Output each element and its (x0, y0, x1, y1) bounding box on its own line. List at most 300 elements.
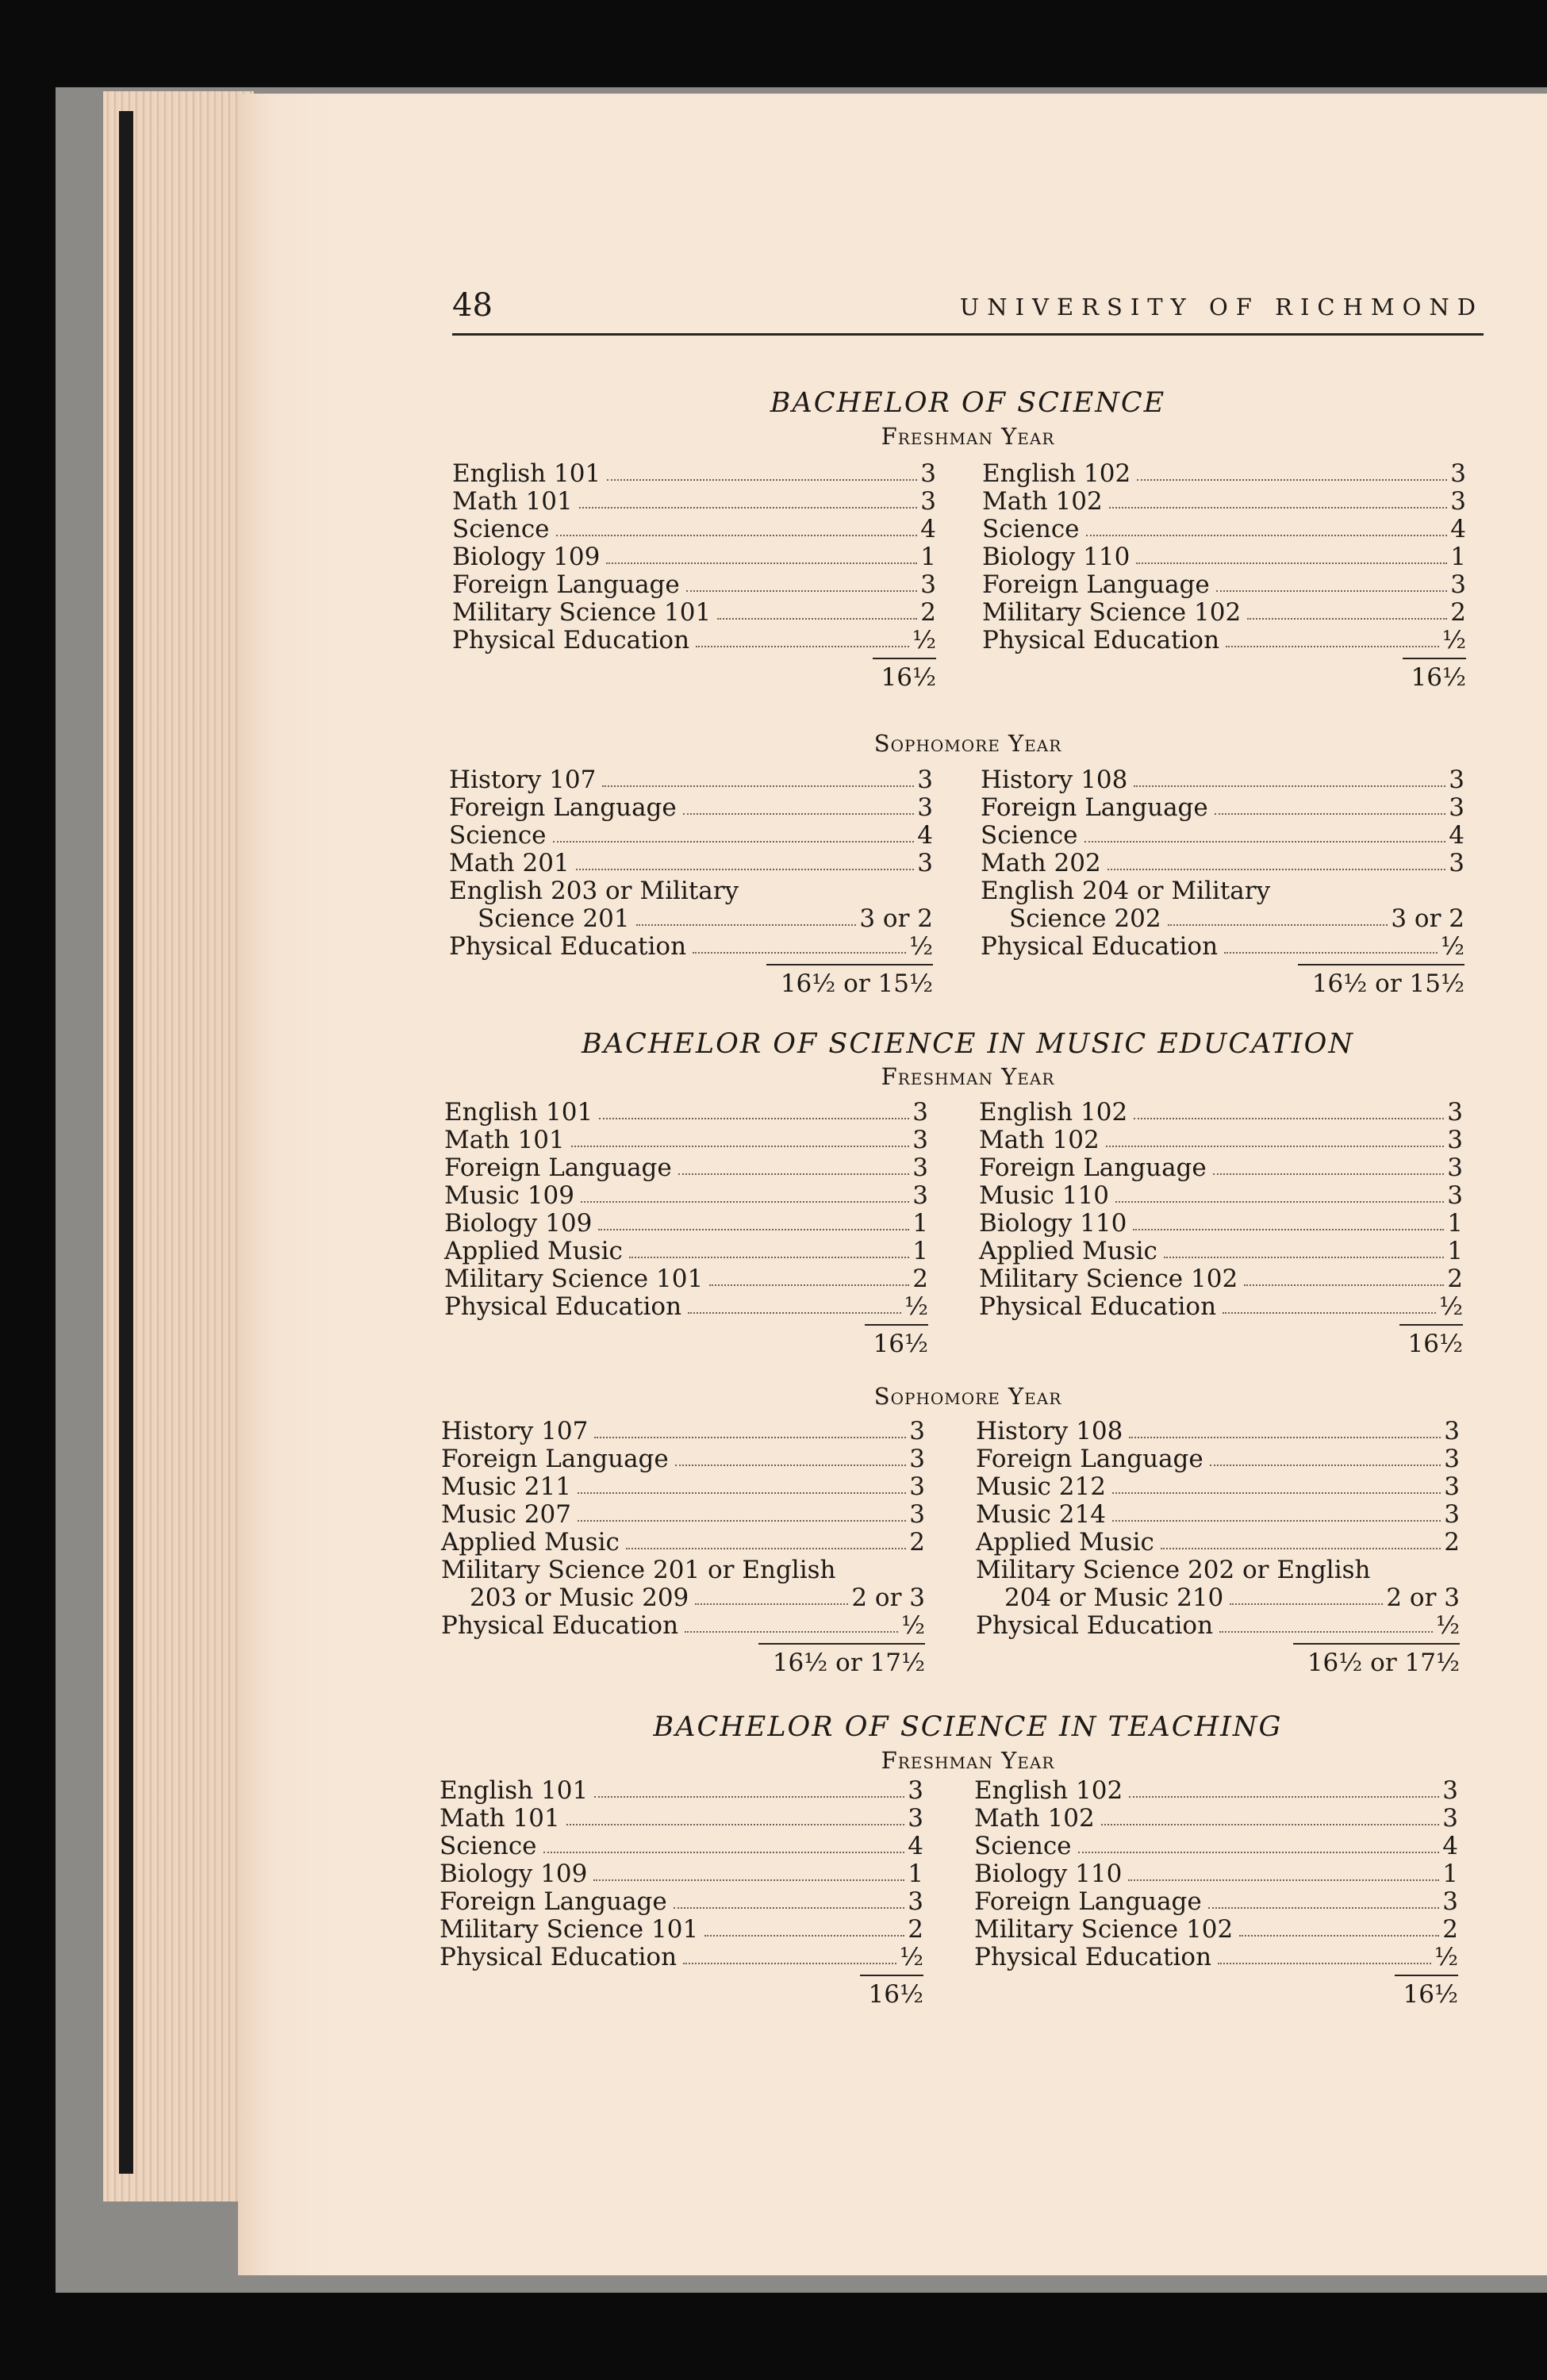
course-row (981, 905, 1464, 933)
total-hours: 16½ (873, 658, 936, 693)
course-name: Military Science 102 (982, 598, 1242, 627)
credit-hours: 4 (908, 1832, 923, 1860)
course-name: Physical Education (444, 1292, 682, 1321)
course-name: Physical Education (441, 1611, 679, 1640)
credit-hours: 3 (1442, 1887, 1458, 1916)
credit-hours: 3 (908, 1776, 923, 1805)
dot-leader (1208, 1906, 1440, 1909)
dot-leader (693, 951, 906, 954)
credit-hours: ½ (1438, 1292, 1463, 1321)
dot-leader (543, 1851, 905, 1853)
dot-leader (683, 812, 915, 815)
dot-leader (1247, 617, 1447, 620)
course-row (976, 1584, 1460, 1612)
course-name: Music 207 (441, 1500, 571, 1529)
course-row (444, 1238, 928, 1265)
credit-hours: 3 (917, 849, 933, 877)
course-row (976, 1529, 1460, 1557)
course-name: Science (449, 821, 547, 850)
credit-hours: 2 (1444, 1528, 1460, 1557)
dot-leader (1112, 1491, 1441, 1494)
credit-hours: 3 (917, 793, 933, 822)
course-name: Math 101 (444, 1126, 565, 1154)
dot-leader (1230, 1603, 1383, 1605)
total-hours: 16½ or 15½ (1298, 964, 1464, 999)
credit-hours: ½ (1440, 932, 1464, 961)
credit-hours: ½ (904, 1292, 928, 1321)
dot-leader (674, 1906, 905, 1909)
course-name: Biology 109 (452, 543, 601, 571)
course-row (974, 1916, 1458, 1944)
credit-hours: 3 (920, 459, 936, 488)
course-column (974, 1777, 1458, 2010)
course-row (979, 1210, 1463, 1238)
dot-leader (556, 534, 918, 536)
credit-hours: ½ (1435, 1611, 1460, 1640)
course-name: Science (974, 1832, 1072, 1860)
total-hours: 16½ or 17½ (758, 1643, 925, 1678)
dot-leader (695, 1603, 848, 1605)
dot-leader (594, 1795, 904, 1798)
course-row (440, 1944, 923, 1971)
credit-hours: 1 (1447, 1209, 1463, 1238)
degree-title-bs: BACHELOR OF SCIENCE (770, 387, 1166, 419)
credit-hours: 1 (912, 1237, 928, 1265)
credit-hours: 2 or 3 (1386, 1583, 1460, 1612)
course-column (441, 1418, 925, 1678)
course-row (444, 1265, 928, 1293)
course-row (976, 1501, 1460, 1529)
course-name: Applied Music (976, 1528, 1154, 1557)
dot-leader (678, 1173, 910, 1175)
course-row (441, 1584, 925, 1612)
dot-leader (1109, 506, 1448, 509)
dot-leader (1107, 868, 1446, 870)
course-name: Military Science 101 (444, 1265, 704, 1293)
dot-leader (704, 1934, 904, 1937)
course-row (979, 1182, 1463, 1210)
credit-hours: 3 (1450, 459, 1466, 488)
course-row (982, 460, 1466, 488)
course-row (440, 1805, 923, 1833)
course-row (974, 1860, 1458, 1888)
course-row (452, 571, 936, 599)
credit-hours: 3 (908, 1804, 923, 1833)
dot-leader (1136, 562, 1447, 564)
credit-hours: 3 (912, 1098, 928, 1127)
course-row (444, 1127, 928, 1154)
course-row (440, 1777, 923, 1805)
dot-leader (579, 506, 918, 509)
course-name: Science 201 (478, 904, 630, 933)
dot-leader (1134, 1117, 1444, 1119)
dot-leader (696, 645, 909, 647)
dot-leader (675, 1464, 907, 1466)
course-row (981, 766, 1464, 794)
page-number: 48 (452, 287, 493, 324)
total-hours: 16½ (1395, 1975, 1458, 2010)
dot-leader (1101, 1823, 1440, 1825)
course-row (441, 1418, 925, 1445)
degree-title-bsme: BACHELOR OF SCIENCE IN MUSIC EDUCATION (582, 1028, 1354, 1060)
dot-leader (688, 1311, 901, 1314)
course-row (441, 1473, 925, 1501)
dot-leader (626, 1547, 906, 1549)
course-column (444, 1099, 928, 1359)
credit-hours: 3 (1447, 1126, 1463, 1154)
dot-leader (1161, 1547, 1441, 1549)
course-name: English 101 (444, 1098, 593, 1127)
course-name: Math 102 (974, 1804, 1095, 1833)
year-title-bs-freshman: Freshman Year (881, 423, 1055, 450)
course-row (444, 1182, 928, 1210)
dot-leader (1244, 1284, 1444, 1286)
credit-hours: 1 (1450, 543, 1466, 571)
credit-hours: 3 (909, 1417, 925, 1445)
course-row (440, 1916, 923, 1944)
course-row (441, 1529, 925, 1557)
course-row (979, 1293, 1463, 1321)
course-name: Science (440, 1832, 537, 1860)
credit-hours: 3 (920, 487, 936, 516)
course-name: Applied Music (444, 1237, 623, 1265)
credit-hours: 4 (1450, 515, 1466, 543)
course-row (441, 1557, 925, 1584)
course-row (440, 1833, 923, 1860)
course-row (440, 1860, 923, 1888)
credit-hours: 3 (912, 1154, 928, 1182)
year-title-bs-sophomore: Sophomore Year (873, 730, 1062, 757)
course-name: History 107 (449, 766, 597, 794)
course-name: Math 101 (440, 1804, 560, 1833)
course-name: Music 214 (976, 1500, 1106, 1529)
dot-leader (1086, 534, 1448, 536)
course-name: Biology 109 (440, 1860, 588, 1888)
course-name: Science (982, 515, 1080, 543)
dot-leader (1219, 1630, 1433, 1633)
course-name: English 204 or Military (981, 877, 1271, 905)
dot-leader (1106, 1145, 1445, 1147)
dot-leader (629, 1256, 909, 1258)
course-row (982, 599, 1466, 627)
course-row (982, 516, 1466, 543)
course-row (449, 766, 933, 794)
dot-leader (1223, 1311, 1436, 1314)
credit-hours: 3 (1442, 1776, 1458, 1805)
credit-hours: 3 (1444, 1472, 1460, 1501)
credit-hours: 3 (912, 1126, 928, 1154)
dot-leader (1218, 1962, 1431, 1964)
course-name: Biology 110 (974, 1860, 1123, 1888)
dot-leader (1112, 1519, 1441, 1522)
credit-hours: ½ (912, 626, 936, 654)
course-row (976, 1445, 1460, 1473)
dot-leader (607, 478, 917, 481)
dot-leader (1137, 478, 1447, 481)
dot-leader (599, 1117, 909, 1119)
dot-leader (1213, 1173, 1445, 1175)
credit-hours: 4 (1442, 1832, 1458, 1860)
course-row (452, 543, 936, 571)
credit-hours: 3 (909, 1472, 925, 1501)
credit-hours: 1 (920, 543, 936, 571)
course-row (979, 1265, 1463, 1293)
course-name: Science (981, 821, 1078, 850)
course-name: Science 202 (1009, 904, 1161, 933)
total-hours: 16½ or 17½ (1293, 1643, 1460, 1678)
course-name: Physical Education (976, 1611, 1214, 1640)
course-name: Applied Music (979, 1237, 1157, 1265)
credit-hours: 1 (1447, 1237, 1463, 1265)
course-column (982, 460, 1466, 693)
course-name: Military Science 102 (979, 1265, 1238, 1293)
credit-hours: 2 (1442, 1915, 1458, 1944)
course-row (452, 460, 936, 488)
course-name: Physical Education (440, 1943, 678, 1971)
course-name: Applied Music (441, 1528, 620, 1557)
credit-hours: 4 (917, 821, 933, 850)
dot-leader (1216, 589, 1448, 592)
course-row (444, 1099, 928, 1127)
dot-leader (1115, 1200, 1444, 1203)
course-row (449, 850, 933, 877)
credit-hours: 3 (908, 1887, 923, 1916)
course-name: Math 202 (981, 849, 1101, 877)
total-hours: 16½ (1403, 658, 1466, 693)
course-row (444, 1210, 928, 1238)
dot-leader (1129, 1436, 1441, 1438)
dot-leader (683, 1962, 896, 1964)
course-row (976, 1418, 1460, 1445)
course-name: Math 102 (982, 487, 1103, 516)
course-row (441, 1445, 925, 1473)
credit-hours: ½ (1441, 626, 1466, 654)
course-row (441, 1501, 925, 1529)
course-row (982, 627, 1466, 654)
dot-leader (1134, 785, 1445, 787)
dot-leader (1224, 951, 1438, 954)
course-column (440, 1777, 923, 2010)
course-name: Math 201 (449, 849, 570, 877)
total-hours: 16½ or 15½ (766, 964, 933, 999)
course-name: Music 212 (976, 1472, 1106, 1501)
credit-hours: 3 (1444, 1417, 1460, 1445)
credit-hours: 1 (912, 1209, 928, 1238)
course-name: History 107 (441, 1417, 589, 1445)
credit-hours: 3 (1447, 1181, 1463, 1210)
course-name: Foreign Language (444, 1154, 672, 1182)
course-name: Military Science 101 (452, 598, 712, 627)
credit-hours: 3 (917, 766, 933, 794)
course-name: English 101 (440, 1776, 589, 1805)
course-name: Physical Education (981, 932, 1219, 961)
course-row (982, 571, 1466, 599)
credit-hours: 3 (912, 1181, 928, 1210)
course-row (982, 543, 1466, 571)
course-column (452, 460, 936, 693)
course-row (979, 1238, 1463, 1265)
dot-leader (636, 923, 857, 926)
course-row (974, 1833, 1458, 1860)
course-column (981, 766, 1464, 999)
course-row (449, 822, 933, 850)
binding-edge (119, 111, 133, 2174)
course-name: Military Science 101 (440, 1915, 699, 1944)
credit-hours: 4 (920, 515, 936, 543)
course-name: Math 102 (979, 1126, 1100, 1154)
credit-hours: 3 (1449, 766, 1464, 794)
dot-leader (717, 617, 917, 620)
course-name: History 108 (981, 766, 1128, 794)
credit-hours: 1 (1442, 1860, 1458, 1888)
course-name: Physical Education (452, 626, 690, 654)
course-row (974, 1944, 1458, 1971)
course-row (444, 1293, 928, 1321)
course-row (979, 1127, 1463, 1154)
course-row (452, 599, 936, 627)
dot-leader (1226, 645, 1439, 647)
dot-leader (1078, 1851, 1440, 1853)
dot-leader (576, 868, 915, 870)
course-name: English 101 (452, 459, 601, 488)
dot-leader (1084, 840, 1446, 843)
course-name: Military Science 202 or English (976, 1556, 1371, 1584)
credit-hours: 1 (908, 1860, 923, 1888)
course-name: Science (452, 515, 550, 543)
dot-leader (594, 1436, 906, 1438)
dot-leader (685, 1630, 898, 1633)
course-row (449, 905, 933, 933)
dot-leader (1164, 1256, 1444, 1258)
course-row (449, 877, 933, 905)
course-name: English 102 (979, 1098, 1128, 1127)
course-name: English 102 (982, 459, 1131, 488)
course-row (441, 1612, 925, 1640)
credit-hours: 3 (1450, 487, 1466, 516)
credit-hours: ½ (908, 932, 933, 961)
course-row (976, 1612, 1460, 1640)
course-row (440, 1888, 923, 1916)
credit-hours: 3 (1449, 849, 1464, 877)
credit-hours: 2 (920, 598, 936, 627)
credit-hours: 2 (912, 1265, 928, 1293)
credit-hours: 3 (920, 570, 936, 599)
course-name: Physical Education (982, 626, 1220, 654)
dot-leader (1128, 1879, 1439, 1881)
course-name: Foreign Language (449, 793, 677, 822)
course-name: Physical Education (449, 932, 687, 961)
credit-hours: 3 (1442, 1804, 1458, 1833)
credit-hours: 2 (1447, 1265, 1463, 1293)
total-hours: 16½ (1399, 1324, 1463, 1359)
credit-hours: 3 or 2 (1391, 904, 1464, 933)
dot-leader (598, 1228, 909, 1230)
course-name: Physical Education (979, 1292, 1217, 1321)
dot-leader (566, 1823, 905, 1825)
course-row (982, 488, 1466, 516)
dot-leader (1210, 1464, 1441, 1466)
course-name: English 102 (974, 1776, 1123, 1805)
course-row (444, 1154, 928, 1182)
course-name: Foreign Language (979, 1154, 1207, 1182)
course-row (981, 822, 1464, 850)
dot-leader (686, 589, 918, 592)
dot-leader (1129, 1795, 1439, 1798)
credit-hours: 3 (1444, 1500, 1460, 1529)
course-row (974, 1888, 1458, 1916)
course-name: Biology 109 (444, 1209, 593, 1238)
dot-leader (1168, 923, 1388, 926)
credit-hours: 4 (1449, 821, 1464, 850)
course-column (449, 766, 933, 999)
course-row (979, 1099, 1463, 1127)
dot-leader (578, 1491, 906, 1494)
course-row (449, 794, 933, 822)
dot-leader (593, 1879, 904, 1881)
year-title-bsme-sophomore: Sophomore Year (873, 1383, 1062, 1410)
credit-hours: 3 (1444, 1445, 1460, 1473)
running-title: UNIVERSITY OF RICHMOND (959, 294, 1484, 321)
credit-hours: ½ (900, 1611, 925, 1640)
course-row (449, 933, 933, 961)
course-row (979, 1154, 1463, 1182)
credit-hours: 3 (909, 1500, 925, 1529)
course-row (981, 877, 1464, 905)
course-name: Foreign Language (440, 1887, 667, 1916)
course-column (976, 1418, 1460, 1678)
course-row (981, 850, 1464, 877)
course-row (981, 933, 1464, 961)
year-title-bst-freshman: Freshman Year (881, 1747, 1055, 1774)
course-name: Foreign Language (974, 1887, 1202, 1916)
course-name: Biology 110 (982, 543, 1130, 571)
credit-hours: 3 (1450, 570, 1466, 599)
dot-leader (578, 1519, 906, 1522)
dot-leader (1215, 812, 1446, 815)
dot-leader (571, 1145, 910, 1147)
credit-hours: 2 (908, 1915, 923, 1944)
credit-hours: 3 (909, 1445, 925, 1473)
credit-hours: 3 or 2 (859, 904, 933, 933)
course-name: Math 101 (452, 487, 573, 516)
course-row (452, 627, 936, 654)
course-row (974, 1805, 1458, 1833)
course-name: Foreign Language (982, 570, 1210, 599)
degree-title-bst: BACHELOR OF SCIENCE IN TEACHING (653, 1711, 1283, 1743)
credit-hours: ½ (899, 1943, 923, 1971)
course-row (976, 1557, 1460, 1584)
dot-leader (606, 562, 917, 564)
course-name: Music 109 (444, 1181, 574, 1210)
credit-hours: 2 (1450, 598, 1466, 627)
course-name: Foreign Language (441, 1445, 669, 1473)
total-hours: 16½ (860, 1975, 923, 2010)
total-hours: 16½ (865, 1324, 928, 1359)
year-title-bsme-freshman: Freshman Year (881, 1063, 1055, 1090)
credit-hours: 3 (1447, 1098, 1463, 1127)
course-name: Biology 110 (979, 1209, 1127, 1238)
course-column (979, 1099, 1463, 1359)
dot-leader (553, 840, 915, 843)
credit-hours: 3 (1447, 1154, 1463, 1182)
course-name: History 108 (976, 1417, 1123, 1445)
course-name: Music 211 (441, 1472, 571, 1501)
course-row (981, 794, 1464, 822)
dot-leader (1133, 1228, 1444, 1230)
dot-leader (581, 1200, 909, 1203)
course-row (452, 488, 936, 516)
course-name: Music 110 (979, 1181, 1109, 1210)
